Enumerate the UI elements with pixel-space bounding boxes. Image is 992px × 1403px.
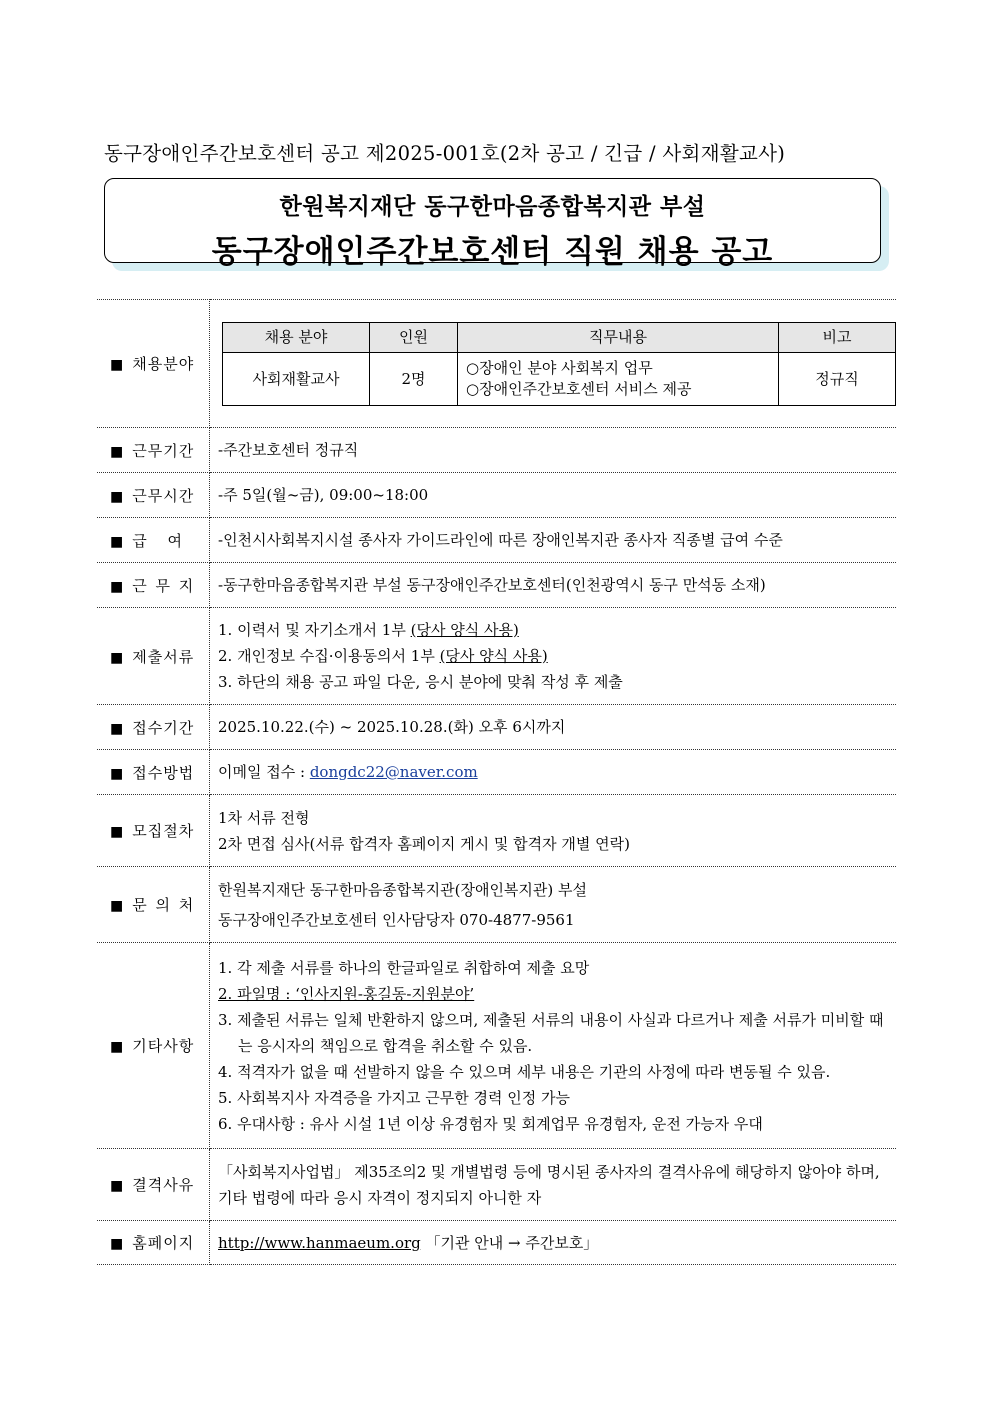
work-location-value: -동구한마음종합복지관 부설 동구장애인주간보호센터(인천광역시 동구 만석동 소재) (210, 563, 897, 608)
email-link[interactable]: dongdc22@naver.com (309, 763, 478, 781)
label-receipt-method: 접수방법 (132, 763, 195, 782)
label-work-location: 근 무 지 (132, 576, 196, 595)
salary-value: -인천시사회복지시설 종사자 가이드라인에 따른 장애인복지관 종사자 직종별 급여 수준 (210, 518, 897, 563)
label-salary: 급 여 (132, 531, 190, 550)
square-bullet-icon: ■ (110, 578, 124, 595)
square-bullet-icon: ■ (110, 649, 124, 666)
label-homepage: 홈페이지 (132, 1234, 195, 1252)
list-item: 2. 파일명 : ‘인사지원-홍길동-지원분야’ (218, 984, 475, 1003)
title-box (104, 178, 881, 270)
homepage-link[interactable]: http://www.hanmaeum.org (218, 1233, 421, 1252)
list-item: 4. 적격자가 없을 때 선발하지 않을 수 있으며 세부 내용은 기관의 사정에 따라 변동될 수 있음. (218, 1062, 831, 1081)
notice-number: 동구장애인주간보호센터 공고 제2025-001호(2차 공고 / 긴급 / 사회재활교사) (104, 142, 786, 165)
label-documents: 제출서류 (132, 647, 195, 666)
square-bullet-icon: ■ (110, 1178, 124, 1194)
square-bullet-icon: ■ (110, 443, 124, 460)
list-item: 동구장애인주간보호센터 인사담당자 070-4877-9561 (218, 910, 575, 929)
row-others (97, 943, 896, 1149)
row-disqualify (97, 1149, 896, 1221)
cell-count: 2명 (370, 352, 458, 405)
disqualify-value: 「사회복지사업법」 제35조의2 및 개별법령 등에 명시된 종사자의 결격사유에 해당하지 않아야 하며, 기타 법령에 따라 응시 자격이 정지되지 아니한 자 (210, 1149, 897, 1221)
label-disqualify: 결격사유 (132, 1176, 195, 1194)
row-documents (97, 608, 896, 705)
square-bullet-icon: ■ (110, 357, 124, 373)
list-item: 2. 개인정보 수집·이용동의서 1부 (당사 양식 사용) (218, 647, 548, 665)
label-work-hours: 근무시간 (132, 486, 195, 505)
cell-note: 정규직 (779, 352, 896, 405)
square-bullet-icon: ■ (110, 824, 124, 840)
row-receipt-period (97, 705, 896, 750)
row-homepage (97, 1221, 896, 1265)
receipt-method-prefix: 이메일 접수 : (218, 763, 310, 781)
list-item: 1차 서류 전형 (218, 808, 310, 827)
list-item: 5. 사회복지사 자격증을 가지고 근무한 경력 인정 가능 (218, 1088, 570, 1107)
recruit-field-row (223, 352, 896, 405)
row-contact (97, 867, 896, 943)
list-item: 한원복지재단 동구한마음종합복지관(장애인복지관) 부설 (218, 880, 588, 899)
list-item: 1. 이력서 및 자기소개서 1부 (당사 양식 사용) (218, 621, 519, 639)
square-bullet-icon: ■ (110, 533, 124, 550)
work-period-value: -주간보호센터 정규직 (210, 428, 897, 473)
col-header-count: 인원 (370, 322, 458, 352)
square-bullet-icon: ■ (110, 1236, 124, 1252)
row-work-location (97, 563, 896, 608)
label-contact: 문 의 처 (132, 896, 196, 914)
label-others: 기타사항 (132, 1037, 195, 1055)
square-bullet-icon: ■ (110, 488, 124, 505)
cell-duty (458, 352, 779, 405)
receipt-period-value: 2025.10.22.(수) ~ 2025.10.28.(화) 오후 6시까지 (210, 705, 897, 750)
col-header-duty: 직무내용 (458, 322, 779, 352)
row-recruit-field (97, 300, 896, 428)
list-item: 2차 면접 심사(서류 합격자 홈페이지 게시 및 합격자 개별 연락) (218, 834, 630, 853)
title-line2: 동구장애인주간보호센터 직원 채용 공고 (211, 234, 774, 270)
duty-line: ○장애인 분야 사회복지 업무 (466, 358, 653, 377)
documents-list (210, 608, 897, 705)
label-recruit-field: ■ 채용분야 (97, 300, 210, 428)
list-item: 3. 하단의 채용 공고 파일 다운, 응시 분야에 맞춰 작성 후 제출 (218, 673, 623, 691)
square-bullet-icon: ■ (110, 765, 124, 782)
label-procedure: 모집절차 (132, 822, 195, 840)
recruit-field-table (222, 322, 896, 406)
work-hours-value: -주 5일(월~금), 09:00~18:00 (210, 473, 897, 518)
label-work-period: 근무기간 (132, 441, 195, 460)
col-header-field: 채용 분야 (223, 322, 370, 352)
duty-line: ○장애인주간보호센터 서비스 제공 (466, 379, 692, 398)
homepage-suffix: 「기관 안내 → 주간보호」 (420, 1233, 599, 1252)
row-receipt-method (97, 750, 896, 795)
list-item: 6. 우대사항 : 유사 시설 1년 이상 유경험자 및 회계업무 유경험자, 운전 가능자 우대 (218, 1114, 763, 1133)
row-salary (97, 518, 896, 563)
title-line1: 한원복지재단 동구한마음종합복지관 부설 (279, 194, 706, 220)
label-receipt-period: 접수기간 (132, 718, 195, 737)
recruit-field-header (223, 322, 896, 352)
list-item: 1. 각 제출 서류를 하나의 한글파일로 취합하여 제출 요망 (218, 958, 590, 977)
list-item: 3. 제출된 서류는 일체 반환하지 않으며, 제출된 서류의 내용이 사실과 다르거나 제출 서류가 미비할 때는 응시자의 책임으로 합격을 취소할 수 있음. (218, 1010, 884, 1055)
square-bullet-icon: ■ (110, 720, 124, 737)
cell-field: 사회재활교사 (223, 352, 370, 405)
row-work-period (97, 428, 896, 473)
recruitment-table (97, 299, 896, 1265)
row-procedure (97, 795, 896, 867)
square-bullet-icon: ■ (110, 898, 124, 914)
row-work-hours (97, 473, 896, 518)
square-bullet-icon: ■ (110, 1039, 124, 1055)
col-header-note: 비고 (779, 322, 896, 352)
